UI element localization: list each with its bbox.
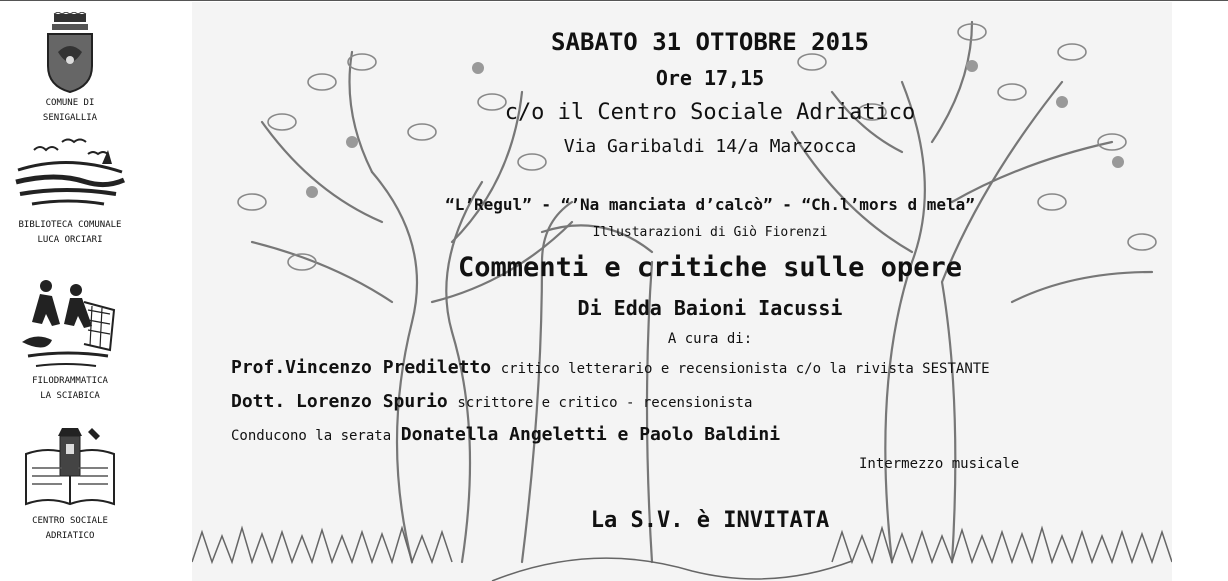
tower-book-icon bbox=[20, 424, 120, 512]
event-time: Ore 17,15 bbox=[655, 66, 765, 90]
speaker-name: Dott. Lorenzo Spurio bbox=[231, 391, 448, 412]
logo-caption-line: FILODRAMMATICA bbox=[32, 376, 108, 386]
seascape-birds-icon bbox=[12, 136, 128, 216]
event-venue: c/o il Centro Sociale Adriatico bbox=[504, 100, 916, 125]
speaker-role: critico letterario e recensionista c/o la rivista SESTANTE bbox=[500, 361, 990, 377]
logo-comune-senigallia bbox=[0, 12, 140, 126]
logo-caption-line: CENTRO SOCIALE bbox=[32, 516, 108, 526]
speaker-row bbox=[231, 391, 752, 412]
author-line: Di Edda Baioni Iacussi bbox=[577, 296, 843, 320]
speaker-name: Prof.Vincenzo Prediletto bbox=[231, 357, 492, 378]
invitation-line: La S.V. è INVITATA bbox=[590, 508, 830, 533]
music-interlude: Intermezzo musicale bbox=[859, 456, 1020, 472]
coat-of-arms-icon bbox=[40, 12, 100, 94]
event-address: Via Garibaldi 14/a Marzocca bbox=[563, 136, 857, 157]
event-poster bbox=[192, 2, 1172, 581]
logo-caption-line: SENIGALLIA bbox=[42, 113, 98, 123]
curated-by-label: A cura di: bbox=[667, 331, 753, 347]
logo-caption-line: ADRIATICO bbox=[45, 531, 95, 541]
illustrations-credit: Illustarazioni di Giò Fiorenzi bbox=[592, 225, 828, 240]
logo-centro-sociale bbox=[0, 424, 140, 544]
fishermen-net-icon bbox=[18, 276, 122, 372]
hosts-row bbox=[231, 424, 780, 445]
logo-caption-line: LA SCIABICA bbox=[40, 391, 100, 401]
book-titles: “L’Regul” - “’Na manciata d’calcò” - “Ch.l’mors d mela” bbox=[445, 195, 975, 214]
logo-caption-line: COMUNE DI bbox=[45, 98, 95, 108]
speaker-role: scrittore e critico - recensionista bbox=[457, 395, 753, 411]
speaker-row bbox=[231, 357, 990, 378]
hosts-prefix: Conducono la serata bbox=[231, 428, 392, 444]
logo-caption-line: LUCA ORCIARI bbox=[37, 235, 103, 245]
event-date: SABATO 31 OTTOBRE 2015 bbox=[551, 28, 869, 56]
headline: Commenti e critiche sulle opere bbox=[458, 252, 962, 283]
logo-biblioteca-comunale bbox=[0, 136, 140, 248]
hosts-names: Donatella Angeletti e Paolo Baldini bbox=[400, 424, 781, 445]
top-border bbox=[0, 0, 1228, 1]
partner-logos-sidebar bbox=[0, 0, 140, 581]
logo-filodrammatica bbox=[0, 276, 140, 404]
logo-caption-line: BIBLIOTECA COMUNALE bbox=[18, 220, 122, 230]
